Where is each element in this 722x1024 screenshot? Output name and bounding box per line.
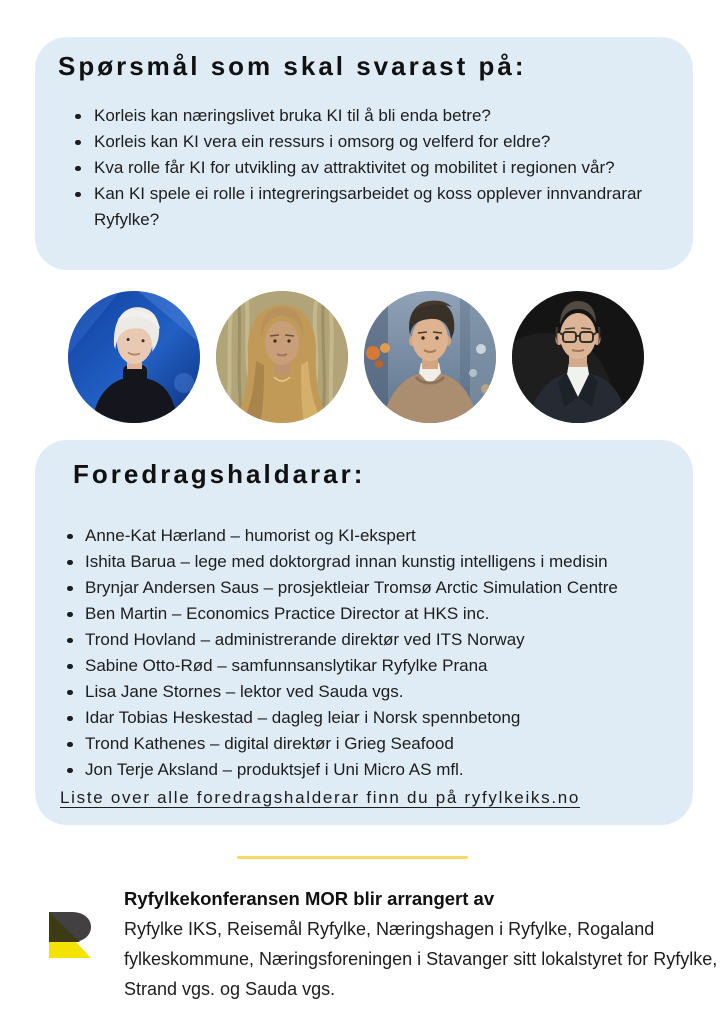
speaker-item: Jon Terje Aksland – produktsjef i Uni Micro AS mfl. [66, 757, 666, 783]
speaker-photos-row [68, 291, 644, 423]
questions-panel [35, 37, 693, 270]
speaker-item: Ben Martin – Economics Practice Director at HKS inc. [66, 601, 666, 627]
speaker-item: Trond Hovland – administrerande direktør ved ITS Norway [66, 627, 666, 653]
ryfylke-iks-logo [47, 912, 93, 958]
questions-title: Spørsmål som skal svarast på: [58, 51, 527, 81]
speaker-item: Ishita Barua – lege med doktorgrad innan kunstig intelligens i medisin [66, 549, 666, 575]
questions-list [74, 103, 664, 233]
organizer-text [124, 884, 720, 1004]
speaker-item: Idar Tobias Heskestad – dagleg leiar i Norsk spennbetong [66, 705, 666, 731]
speakers-list [66, 523, 666, 783]
speakers-title: Foredragshaldarar: [73, 459, 366, 489]
speaker-item: Brynjar Andersen Saus – prosjektleiar Tromsø Arctic Simulation Centre [66, 575, 666, 601]
speaker-photo-anne-kat [68, 291, 200, 423]
speaker-photo-ishita [216, 291, 348, 423]
speakers-list-link[interactable]: Liste over alle foredragshalderar finn du på ryfylkeiks.no [60, 788, 581, 807]
portrait-man-glasses-dark-suit [512, 291, 644, 423]
yellow-divider [237, 856, 468, 859]
speaker-item: Lisa Jane Stornes – lektor ved Sauda vgs. [66, 679, 666, 705]
question-item: Korleis kan KI vera ein ressurs i omsorg og velferd for eldre? [74, 129, 664, 155]
portrait-young-man-tan-sweater [364, 291, 496, 423]
speakers-panel [35, 440, 693, 825]
ryfylke-r-logo-icon [47, 912, 93, 958]
speaker-item: Trond Kathenes – digital direktør i Grieg Seafood [66, 731, 666, 757]
organizer-body: Ryfylke IKS, Reisemål Ryfylke, Næringshagen i Ryfylke, Rogaland fylkeskommune, Næringsforeningen i Stavanger sitt lokalstyret for Ryfylke, Strand vgs. og Sauda vgs. [124, 919, 718, 999]
question-item: Kan KI spele ei rolle i integreringsarbeidet og koss opplever innvandrarar Ryfylke? [74, 181, 664, 233]
question-item: Kva rolle får KI for utvikling av attraktivitet og mobilitet i regionen vår? [74, 155, 664, 181]
question-item: Korleis kan næringslivet bruka KI til å bli enda betre? [74, 103, 664, 129]
speaker-photo-trond [512, 291, 644, 423]
speaker-item: Sabine Otto-Rød – samfunnsanslytikar Ryfylke Prana [66, 653, 666, 679]
speaker-photo-brynjar [364, 291, 496, 423]
portrait-woman-long-blonde-hair [216, 291, 348, 423]
speaker-item: Anne-Kat Hærland – humorist og KI-ekspert [66, 523, 666, 549]
organizer-heading: Ryfylkekonferansen MOR blir arrangert av [124, 888, 495, 909]
portrait-woman-short-platinum-hair [68, 291, 200, 423]
